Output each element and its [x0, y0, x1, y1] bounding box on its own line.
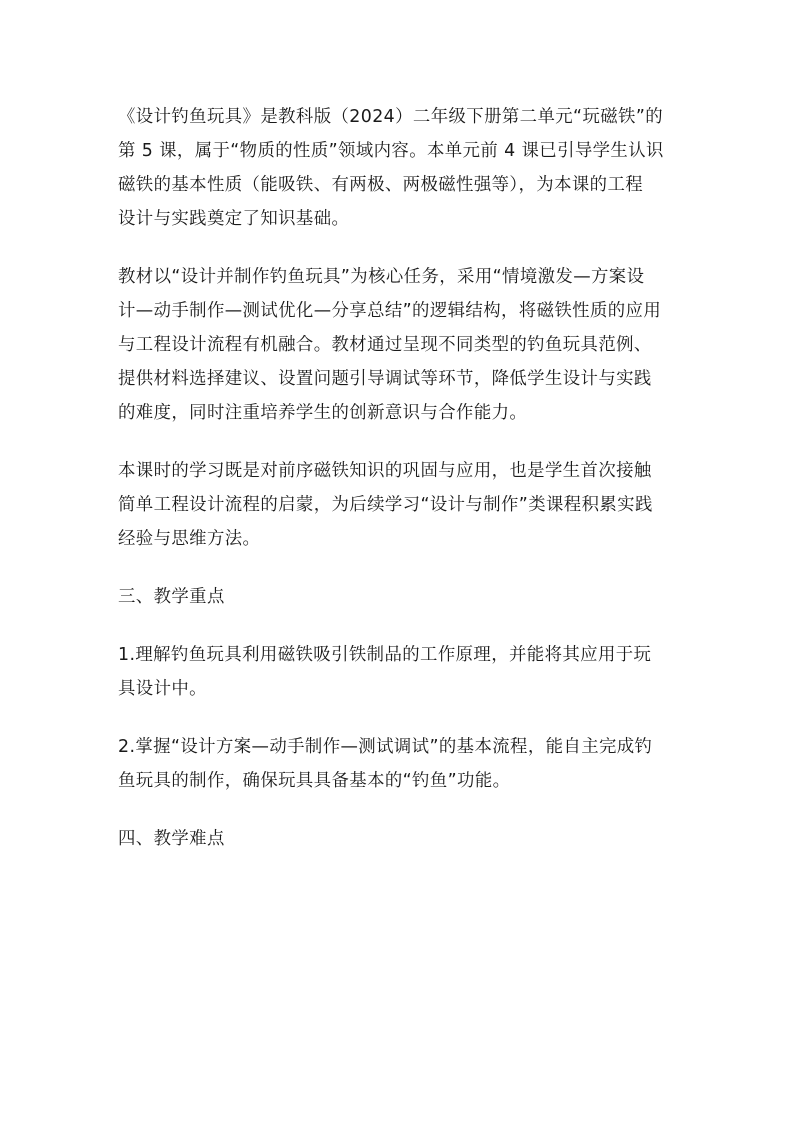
key-point-item-2: [118, 730, 678, 798]
text-line: 的难度，同时注重培养学生的创新意识与合作能力。: [118, 403, 528, 423]
text-line: 计—动手制作—测试优化—分享总结”的逻辑结构，将磁铁性质的应用: [118, 301, 662, 321]
text-line: 具设计中。: [118, 679, 207, 699]
paragraph-spacer: [118, 706, 678, 730]
paragraph-lesson-overview: [118, 100, 678, 236]
text-line: 磁铁的基本性质（能吸铁、有两极、两极磁性强等），为本课的工程: [118, 175, 644, 195]
text-line: 经验与思维方法。: [118, 529, 261, 549]
text-line: 本课时的学习既是对前序磁铁知识的巩固与应用，也是学生首次接触: [118, 461, 652, 481]
text-line: 设计与实践奠定了知识基础。: [118, 209, 350, 229]
paragraph-spacer: [118, 236, 678, 260]
paragraph-spacer: [118, 798, 678, 822]
text-line: 第 5 课，属于“物质的性质”领域内容。本单元前 4 课已引导学生认识: [118, 141, 664, 161]
text-line: 2.掌握“设计方案—动手制作—测试调试”的基本流程，能自主完成钓: [118, 737, 653, 757]
text-line: 《设计钓鱼玩具》是教科版（2024）二年级下册第二单元“玩磁铁”的: [118, 107, 664, 127]
text-line: 1.理解钓鱼玩具利用磁铁吸引铁制品的工作原理，并能将其应用于玩: [118, 645, 652, 665]
paragraph-lesson-significance: [118, 454, 678, 556]
text-line: 提供材料选择建议、设置问题引导调试等环节，降低学生设计与实践: [118, 369, 652, 389]
paragraph-spacer: [118, 556, 678, 580]
text-line: 简单工程设计流程的启蒙，为后续学习“设计与制作”类课程积累实践: [118, 495, 653, 515]
section-heading-key-points: 三、教学重点: [118, 587, 225, 607]
key-point-item-1: [118, 638, 678, 706]
text-line: 鱼玩具的制作，确保玩具具备基本的“钓鱼”功能。: [118, 771, 511, 791]
paragraph-spacer: [118, 614, 678, 638]
text-line: 教材以“设计并制作钓鱼玩具”为核心任务，采用“情境激发—方案设: [118, 267, 645, 287]
section-heading-difficulties: 四、教学难点: [118, 829, 225, 849]
paragraph-spacer: [118, 430, 678, 454]
document-page: [118, 100, 678, 856]
text-line: 与工程设计流程有机融合。教材通过呈现不同类型的钓鱼玩具范例、: [118, 335, 652, 355]
paragraph-textbook-structure: [118, 260, 678, 430]
